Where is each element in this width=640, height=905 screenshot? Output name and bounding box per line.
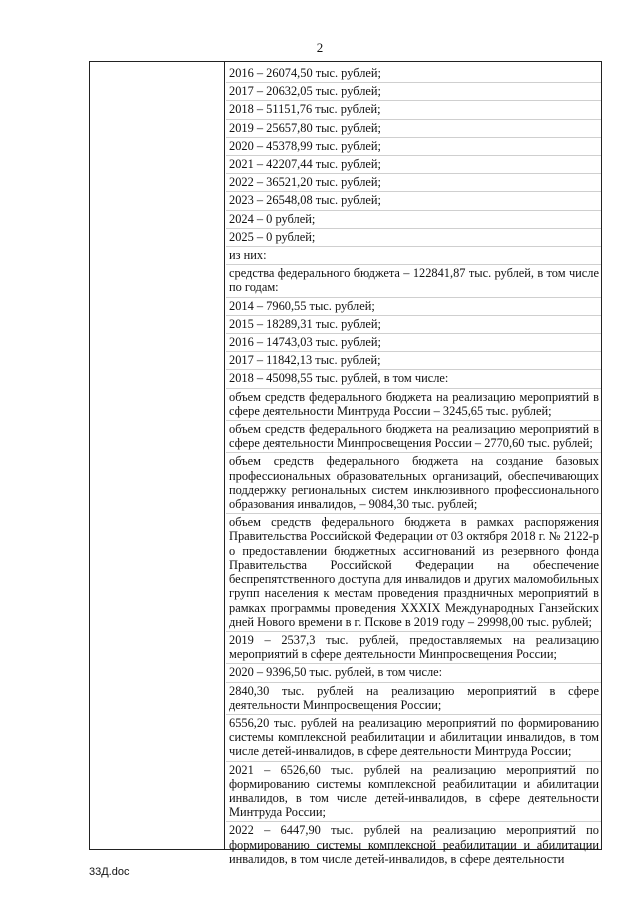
table-paragraph: 2015 – 18289,31 тыс. рублей; <box>226 316 601 334</box>
table-paragraph: средства федерального бюджета – 122841,87 тыс. рублей, в том числе по годам: <box>226 265 601 297</box>
table-paragraph: объем средств федерального бюджета на реализацию мероприятий в сфере деятельности Минтруда России – 3245,65 тыс. рублей; <box>226 389 601 421</box>
column-divider <box>224 62 225 849</box>
table-right-cell <box>226 65 601 868</box>
document-table <box>89 61 602 866</box>
table-paragraph: 2020 – 45378,99 тыс. рублей; <box>226 138 601 156</box>
table-paragraph: 2024 – 0 рублей; <box>226 211 601 229</box>
table-paragraph: 2020 – 9396,50 тыс. рублей, в том числе: <box>226 664 601 682</box>
table-paragraph: 2019 – 2537,3 тыс. рублей, предоставляемых на реализацию мероприятий в сфере деятельности Минпросвещения России; <box>226 632 601 664</box>
table-paragraph: 2840,30 тыс. рублей на реализацию мероприятий в сфере деятельности Минпросвещения России; <box>226 683 601 715</box>
table-paragraph: 2023 – 26548,08 тыс. рублей; <box>226 192 601 210</box>
table-paragraph: 2021 – 42207,44 тыс. рублей; <box>226 156 601 174</box>
table-paragraph: 2018 – 45098,55 тыс. рублей, в том числе: <box>226 370 601 388</box>
table-paragraph: 2021 – 6526,60 тыс. рублей на реализацию мероприятий по формированию системы комплексной реабилитации и абилитации инвалидов, в том числе детей-инвалидов, в сфере деятельности Минтруда России; <box>226 762 601 823</box>
table-paragraph: 2016 – 14743,03 тыс. рублей; <box>226 334 601 352</box>
table-paragraph: 2018 – 51151,76 тыс. рублей; <box>226 101 601 119</box>
table-paragraph: 2019 – 25657,80 тыс. рублей; <box>226 120 601 138</box>
table-paragraph: объем средств федерального бюджета на реализацию мероприятий в сфере деятельности Минпросвещения России – 2770,60 тыс. рублей; <box>226 421 601 453</box>
table-paragraph: 2017 – 20632,05 тыс. рублей; <box>226 83 601 101</box>
table-paragraph: 2017 – 11842,13 тыс. рублей; <box>226 352 601 370</box>
footer-filename: 33Д.doc <box>89 866 130 878</box>
table-paragraph: 6556,20 тыс. рублей на реализацию мероприятий по формированию системы комплексной реабилитации и абилитации инвалидов, в том числе детей-инвалидов, в сфере деятельности Минтруда России; <box>226 715 601 762</box>
table-paragraph: 2014 – 7960,55 тыс. рублей; <box>226 298 601 316</box>
table-paragraph: 2016 – 26074,50 тыс. рублей; <box>226 65 601 83</box>
table-paragraph: объем средств федерального бюджета на создание базовых профессиональных образовательных организаций, обеспечивающих поддержку региональных систем инклюзивного профессионального образования инвалидов, – 9084,30 тыс. рублей; <box>226 453 601 514</box>
table-paragraph: 2025 – 0 рублей; <box>226 229 601 247</box>
page-number: 2 <box>316 40 324 55</box>
table-paragraph: 2022 – 6447,90 тыс. рублей на реализацию мероприятий по формированию системы комплексной реабилитации и абилитации инвалидов, в том числе детей-инвалидов, в сфере деятельности <box>229 823 599 866</box>
table-paragraph: объем средств федерального бюджета в рамках распоряжения Правительства Российской Федерации от 03 октября 2018 г. № 2122-р о предоставлении бюджетных ассигнований из резервного фонда Правительства Российской Федерации на обеспечение беспрепятственного доступа для инвалидов и других маломобильных групп населения к местам проведения праздничных мероприятий в рамках программы проведения XXXIX Международных Ганзейских дней Нового времени в г. Пскове в 2019 году – 29998,00 тыс. рублей; <box>226 514 601 632</box>
table-paragraph: из них: <box>226 247 601 265</box>
table-paragraph: 2022 – 36521,20 тыс. рублей; <box>226 174 601 192</box>
